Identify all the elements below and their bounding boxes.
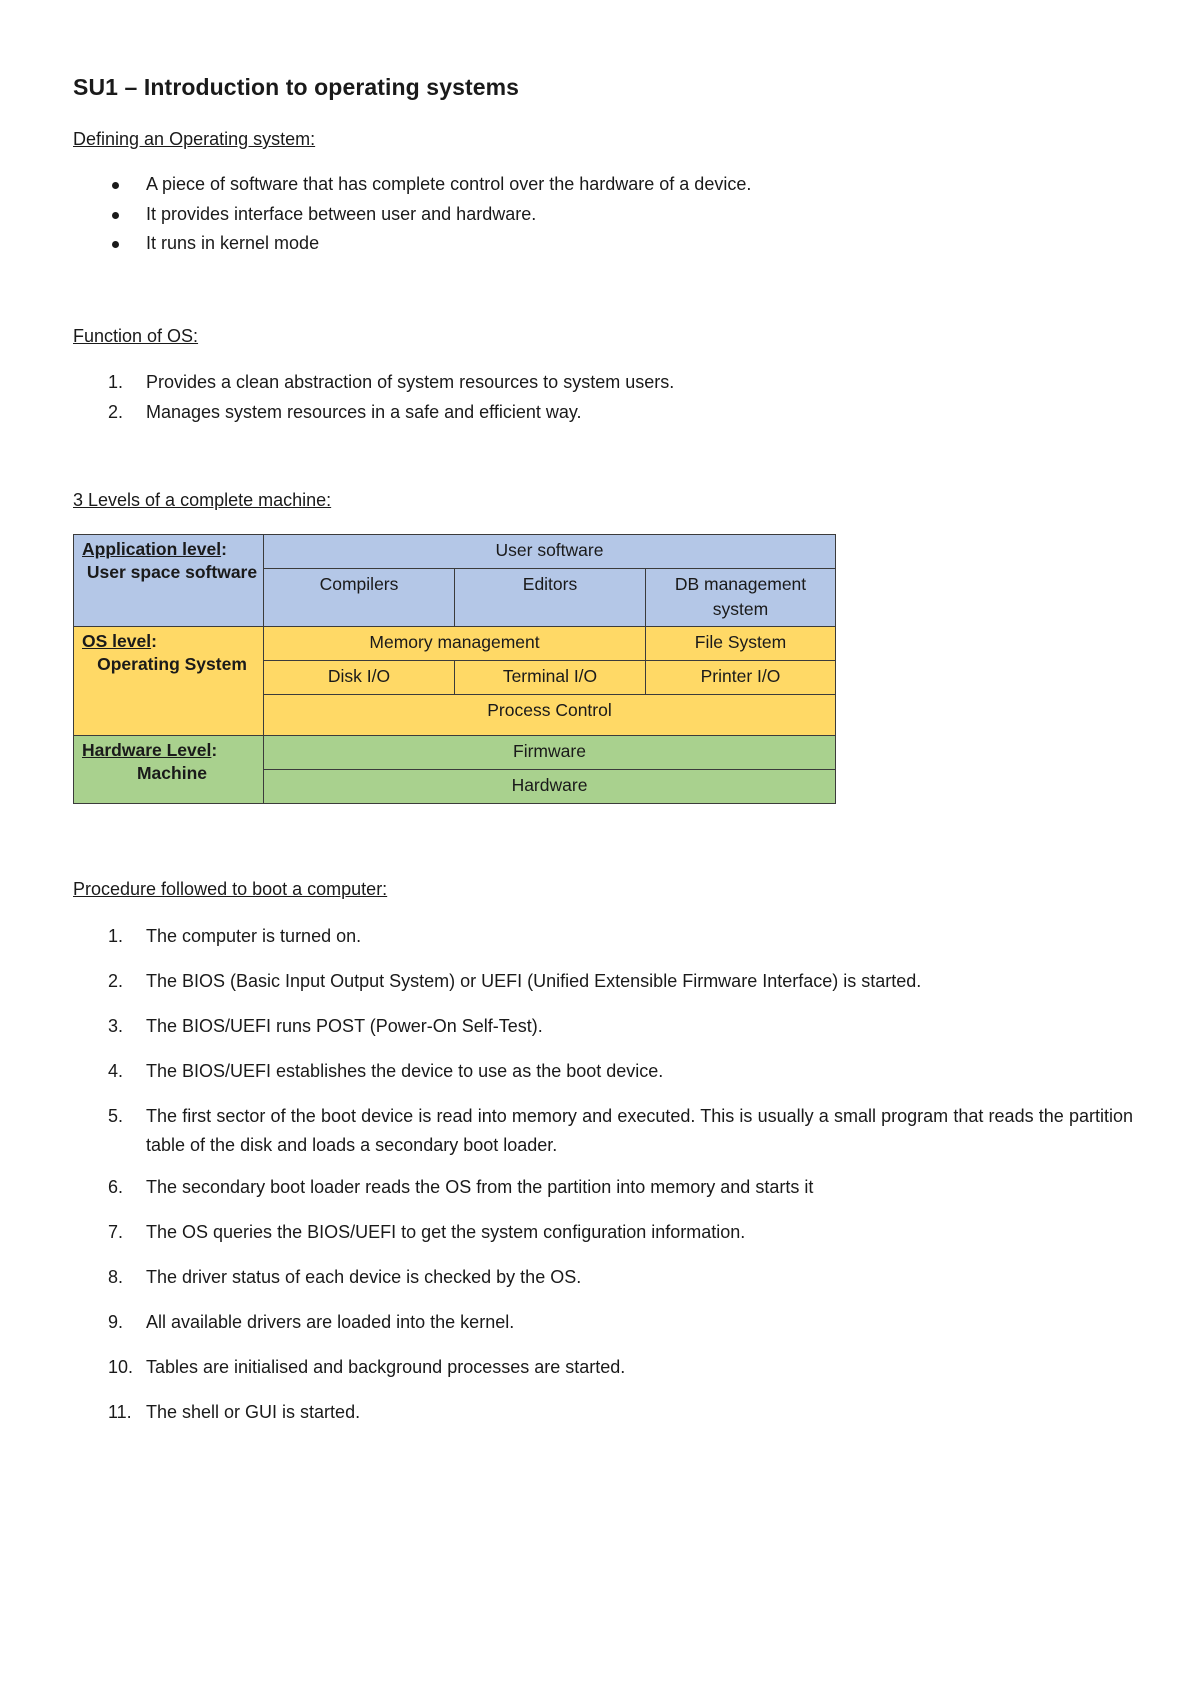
user-software-cell: User software [264, 535, 836, 569]
memory-management-cell: Memory management [264, 627, 646, 661]
boot-heading: Procedure followed to boot a computer: [73, 879, 388, 899]
bullet-icon [112, 182, 119, 189]
list-item: 1. The computer is turned on. [108, 926, 362, 946]
os-level-cell: OS level: Operating System [74, 627, 264, 736]
os-level-sub: Operating System [97, 654, 247, 674]
bullet-icon [112, 212, 119, 219]
terminal-io-cell: Terminal I/O [455, 661, 646, 695]
list-item: A piece of software that has complete control over the hardware of a device. [73, 170, 1133, 200]
defining-heading: Defining an Operating system: [73, 129, 316, 149]
list-item: 10. Tables are initialised and background processes are started. [108, 1357, 626, 1377]
defining-list [73, 170, 1133, 259]
functions-list [73, 368, 1133, 427]
firmware-cell: Firmware [264, 736, 836, 770]
list-item: 2. Manages system resources in a safe and efficient way. [108, 401, 582, 422]
disk-io-cell: Disk I/O [264, 661, 455, 695]
list-item: 3. The BIOS/UEFI runs POST (Power-On Self-Test). [108, 1016, 543, 1036]
process-control-cell: Process Control [264, 695, 836, 736]
list-item: 2. The BIOS (Basic Input Output System) or UEFI (Unified Extensible Firmware Interface) is started. [108, 971, 922, 991]
printer-io-cell: Printer I/O [646, 661, 836, 695]
list-item: It runs in kernel mode [73, 229, 1133, 259]
list-item: 1. Provides a clean abstraction of system resources to system users. [108, 372, 675, 392]
bullet-icon [112, 241, 119, 248]
application-level-cell: Application level: User space software [74, 535, 264, 627]
list-item: 4. The BIOS/UEFI establishes the device to use as the boot device. [108, 1061, 664, 1081]
list-item: 7. The OS queries the BIOS/UEFI to get the system configuration information. [108, 1222, 746, 1242]
machine-levels-table [73, 534, 836, 804]
file-system-cell: File System [646, 627, 836, 661]
hardware-level-sub: Machine [136, 763, 208, 783]
list-item: 9. All available drivers are loaded into the kernel. [108, 1312, 515, 1332]
page-title: SU1 – Introduction to operating systems [73, 74, 520, 100]
functions-heading: Function of OS: [73, 326, 199, 346]
hardware-cell: Hardware [264, 770, 836, 804]
list-item: 5. The first sector of the boot device is read into memory and executed. This is usually a small program that reads the partition table of the disk and loads a secondary boot loader. [108, 1106, 1133, 1155]
levels-heading: 3 Levels of a complete machine: [73, 490, 332, 510]
boot-list [73, 922, 1133, 1443]
list-item: 11. The shell or GUI is started. [108, 1402, 361, 1422]
list-item: 8. The driver status of each device is checked by the OS. [108, 1267, 582, 1287]
list-item: It provides interface between user and hardware. [73, 200, 1133, 230]
compilers-cell: Compilers [264, 569, 455, 627]
list-item: 6. The secondary boot loader reads the OS from the partition into memory and starts it [108, 1177, 814, 1197]
hardware-level-cell: Hardware Level: Machine [74, 736, 264, 804]
editors-cell: Editors [455, 569, 646, 627]
db-management-cell: DB management system [646, 569, 836, 627]
application-level-sub: User space software [86, 562, 258, 582]
